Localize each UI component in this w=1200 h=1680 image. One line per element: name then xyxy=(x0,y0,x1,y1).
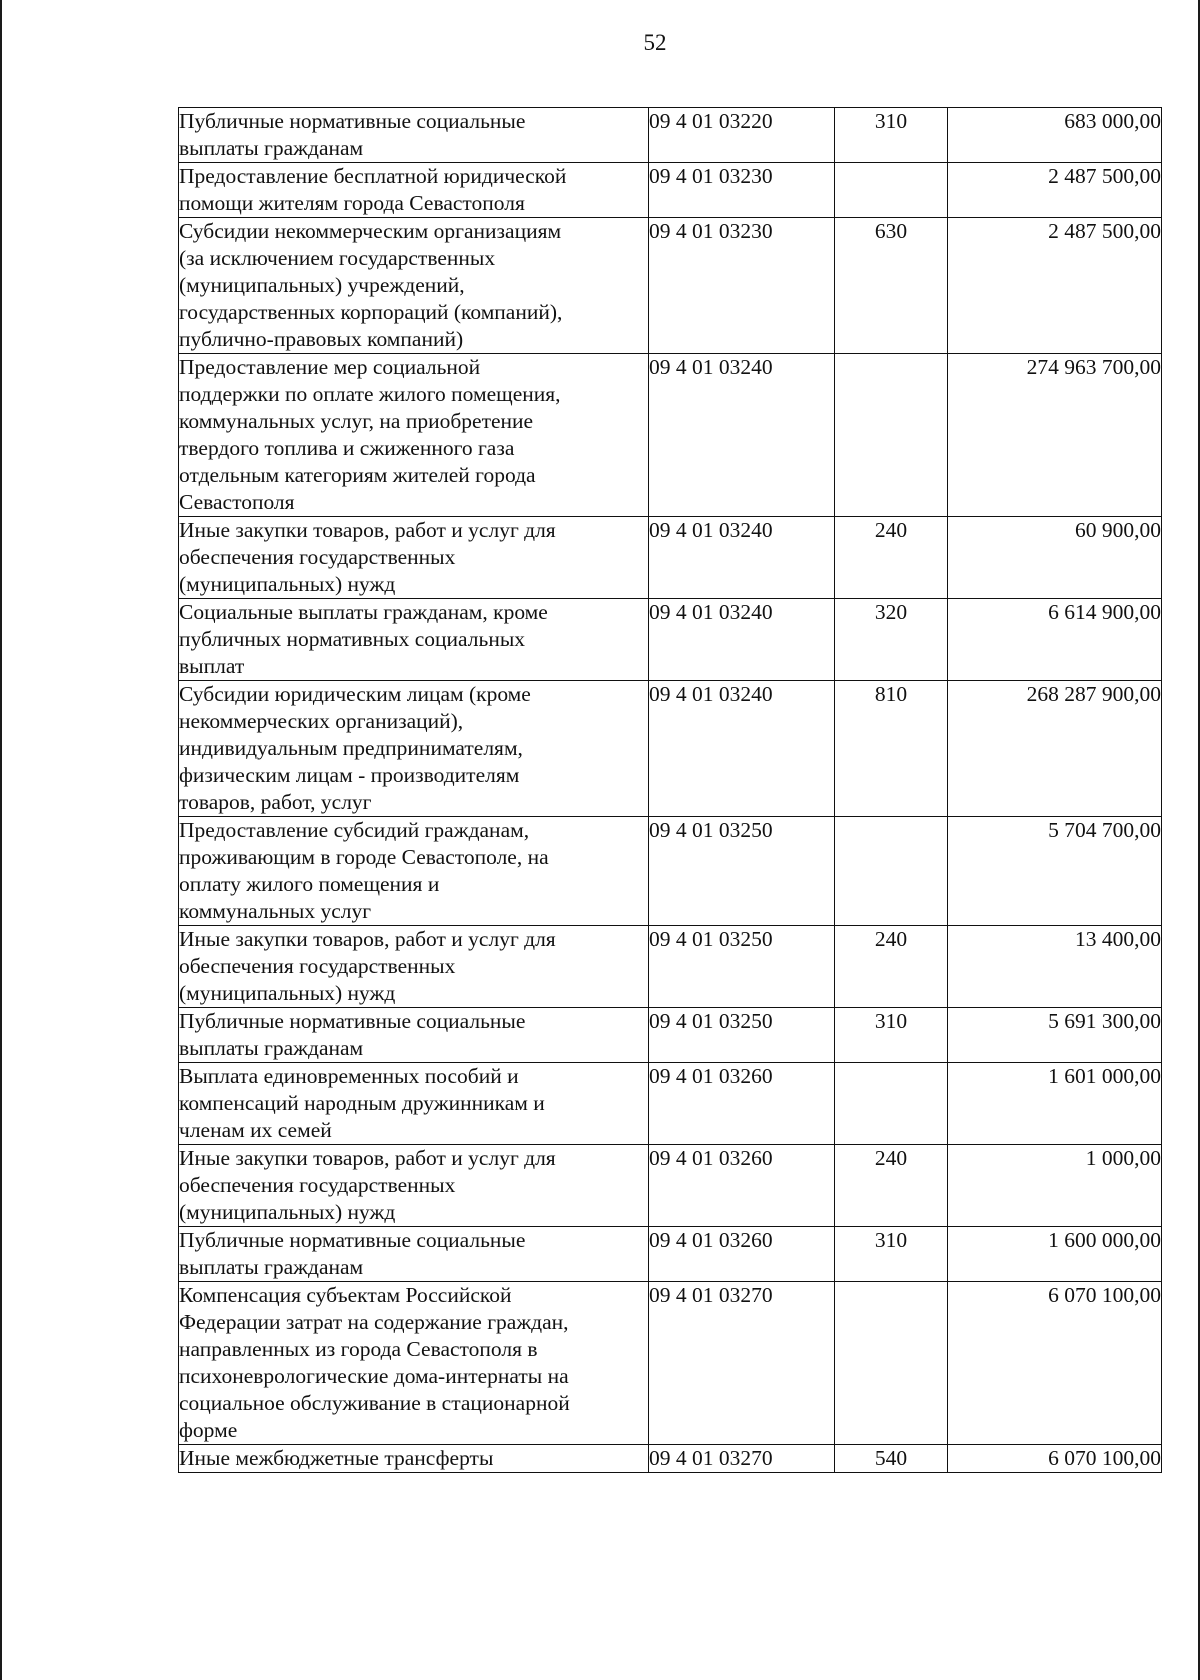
expense-name-line: Севастополя xyxy=(179,490,295,514)
expense-name-line: выплат xyxy=(179,654,245,678)
expense-name-line: обеспечения государственных xyxy=(179,954,456,978)
scan-border-left xyxy=(0,0,2,1680)
expense-name-line: (за исключением государственных xyxy=(179,246,496,270)
amount-cell: 683 000,00 xyxy=(948,108,1162,163)
target-article-code-cell: 09 4 01 03250 xyxy=(649,926,835,1008)
expense-name-line: Выплата единовременных пособий и xyxy=(179,1064,519,1088)
expense-name-line: (муниципальных) нужд xyxy=(179,1200,396,1224)
target-article-code-cell: 09 4 01 03220 xyxy=(649,108,835,163)
expense-type-cell: 810 xyxy=(835,681,948,817)
expense-name-line: членам их семей xyxy=(179,1118,332,1142)
budget-table-body xyxy=(179,108,1162,1473)
amount-cell: 6 070 100,00 xyxy=(948,1282,1162,1445)
expense-name-line: Предоставление мер социальной xyxy=(179,355,481,379)
expense-type-cell xyxy=(835,1063,948,1145)
amount-cell: 13 400,00 xyxy=(948,926,1162,1008)
table-row xyxy=(179,1063,1162,1145)
expense-name-line: выплаты гражданам xyxy=(179,1036,364,1060)
amount-cell: 1 600 000,00 xyxy=(948,1227,1162,1282)
amount-cell: 268 287 900,00 xyxy=(948,681,1162,817)
expense-type-cell: 310 xyxy=(835,1008,948,1063)
expense-type-cell: 240 xyxy=(835,1145,948,1227)
expense-name-line: Субсидии некоммерческим организациям xyxy=(179,219,562,243)
expense-name-cell xyxy=(179,517,649,599)
expense-name-line: публичных нормативных социальных xyxy=(179,627,526,651)
expense-name-cell xyxy=(179,599,649,681)
amount-cell: 5 691 300,00 xyxy=(948,1008,1162,1063)
amount-cell: 6 614 900,00 xyxy=(948,599,1162,681)
expense-name-line: Субсидии юридическим лицам (кроме xyxy=(179,682,531,706)
expense-name-cell xyxy=(179,354,649,517)
expense-name-cell xyxy=(179,1063,649,1145)
table-row xyxy=(179,1445,1162,1473)
expense-name-line: отдельным категориям жителей города xyxy=(179,463,536,487)
expense-name-line: Предоставление бесплатной юридической xyxy=(179,164,567,188)
amount-cell: 5 704 700,00 xyxy=(948,817,1162,926)
expense-name-line: Публичные нормативные социальные xyxy=(179,1009,526,1033)
expense-name-cell xyxy=(179,1227,649,1282)
target-article-code-cell: 09 4 01 03260 xyxy=(649,1227,835,1282)
expense-name-line: направленных из города Севастополя в xyxy=(179,1337,538,1361)
table-row xyxy=(179,681,1162,817)
expense-name-line: поддержки по оплате жилого помещения, xyxy=(179,382,561,406)
expense-name-line: проживающим в городе Севастополе, на xyxy=(179,845,549,869)
expense-name-line: (муниципальных) нужд xyxy=(179,572,396,596)
target-article-code-cell: 09 4 01 03240 xyxy=(649,354,835,517)
expense-name-line: Предоставление субсидий гражданам, xyxy=(179,818,530,842)
target-article-code-cell: 09 4 01 03230 xyxy=(649,163,835,218)
expense-name-line: обеспечения государственных xyxy=(179,1173,456,1197)
expense-name-cell xyxy=(179,108,649,163)
expense-type-cell: 320 xyxy=(835,599,948,681)
expense-name-cell xyxy=(179,1282,649,1445)
table-row xyxy=(179,108,1162,163)
expense-name-line: Социальные выплаты гражданам, кроме xyxy=(179,600,548,624)
expense-type-cell: 540 xyxy=(835,1445,948,1473)
amount-cell: 2 487 500,00 xyxy=(948,163,1162,218)
table-row xyxy=(179,1282,1162,1445)
expense-name-line: Федерации затрат на содержание граждан, xyxy=(179,1310,569,1334)
expense-name-line: товаров, работ, услуг xyxy=(179,790,372,814)
amount-cell: 1 000,00 xyxy=(948,1145,1162,1227)
table-row xyxy=(179,163,1162,218)
expense-name-line: Публичные нормативные социальные xyxy=(179,1228,526,1252)
expense-name-line: Иные закупки товаров, работ и услуг для xyxy=(179,1146,556,1170)
expense-type-cell xyxy=(835,1282,948,1445)
budget-table xyxy=(178,107,1162,1473)
table-row xyxy=(179,218,1162,354)
expense-name-cell xyxy=(179,1008,649,1063)
expense-name-line: коммунальных услуг xyxy=(179,899,372,923)
expense-name-cell xyxy=(179,926,649,1008)
expense-name-line: оплату жилого помещения и xyxy=(179,872,440,896)
expense-type-cell: 310 xyxy=(835,1227,948,1282)
expense-name-line: психоневрологические дома-интернаты на xyxy=(179,1364,569,1388)
amount-cell: 1 601 000,00 xyxy=(948,1063,1162,1145)
expense-type-cell: 310 xyxy=(835,108,948,163)
expense-name-line: коммунальных услуг, на приобретение xyxy=(179,409,534,433)
target-article-code-cell: 09 4 01 03250 xyxy=(649,817,835,926)
expense-name-line: обеспечения государственных xyxy=(179,545,456,569)
table-row xyxy=(179,354,1162,517)
target-article-code-cell: 09 4 01 03230 xyxy=(649,218,835,354)
expense-name-line: некоммерческих организаций), xyxy=(179,709,464,733)
page-number: 52 xyxy=(643,30,667,55)
expense-name-line: физическим лицам - производителям xyxy=(179,763,520,787)
expense-name-line: выплаты гражданам xyxy=(179,1255,364,1279)
amount-cell: 2 487 500,00 xyxy=(948,218,1162,354)
expense-name-cell xyxy=(179,681,649,817)
expense-name-cell xyxy=(179,163,649,218)
table-row xyxy=(179,817,1162,926)
table-row xyxy=(179,599,1162,681)
expense-name-cell xyxy=(179,1145,649,1227)
table-row xyxy=(179,1145,1162,1227)
expense-name-line: индивидуальным предпринимателям, xyxy=(179,736,523,760)
expense-name-cell xyxy=(179,218,649,354)
expense-name-line: (муниципальных) нужд xyxy=(179,981,396,1005)
target-article-code-cell: 09 4 01 03250 xyxy=(649,1008,835,1063)
expense-name-line: государственных корпораций (компаний), xyxy=(179,300,563,324)
expense-type-cell: 240 xyxy=(835,517,948,599)
expense-name-line: публично-правовых компаний) xyxy=(179,327,464,351)
expense-name-line: твердого топлива и сжиженного газа xyxy=(179,436,515,460)
expense-name-line: компенсаций народным дружинникам и xyxy=(179,1091,545,1115)
target-article-code-cell: 09 4 01 03260 xyxy=(649,1145,835,1227)
amount-cell: 60 900,00 xyxy=(948,517,1162,599)
expense-name-line: выплаты гражданам xyxy=(179,136,364,160)
target-article-code-cell: 09 4 01 03240 xyxy=(649,599,835,681)
expense-name-cell xyxy=(179,1445,649,1473)
expense-type-cell: 630 xyxy=(835,218,948,354)
amount-cell: 274 963 700,00 xyxy=(948,354,1162,517)
table-row xyxy=(179,517,1162,599)
expense-name-line: Иные закупки товаров, работ и услуг для xyxy=(179,518,556,542)
target-article-code-cell: 09 4 01 03270 xyxy=(649,1445,835,1473)
expense-name-line: Иные межбюджетные трансферты xyxy=(179,1446,494,1470)
expense-name-line: социальное обслуживание в стационарной xyxy=(179,1391,570,1415)
target-article-code-cell: 09 4 01 03240 xyxy=(649,681,835,817)
expense-name-line: помощи жителям города Севастополя xyxy=(179,191,525,215)
expense-type-cell xyxy=(835,817,948,926)
expense-name-line: форме xyxy=(179,1418,238,1442)
expense-name-line: Иные закупки товаров, работ и услуг для xyxy=(179,927,556,951)
amount-cell: 6 070 100,00 xyxy=(948,1445,1162,1473)
expense-name-line: (муниципальных) учреждений, xyxy=(179,273,465,297)
target-article-code-cell: 09 4 01 03260 xyxy=(649,1063,835,1145)
table-row xyxy=(179,926,1162,1008)
target-article-code-cell: 09 4 01 03270 xyxy=(649,1282,835,1445)
expense-type-cell: 240 xyxy=(835,926,948,1008)
table-row xyxy=(179,1008,1162,1063)
target-article-code-cell: 09 4 01 03240 xyxy=(649,517,835,599)
expense-name-line: Публичные нормативные социальные xyxy=(179,109,526,133)
expense-name-cell xyxy=(179,817,649,926)
expense-type-cell xyxy=(835,163,948,218)
table-row xyxy=(179,1227,1162,1282)
expense-name-line: Компенсация субъектам Российской xyxy=(179,1283,512,1307)
expense-type-cell xyxy=(835,354,948,517)
